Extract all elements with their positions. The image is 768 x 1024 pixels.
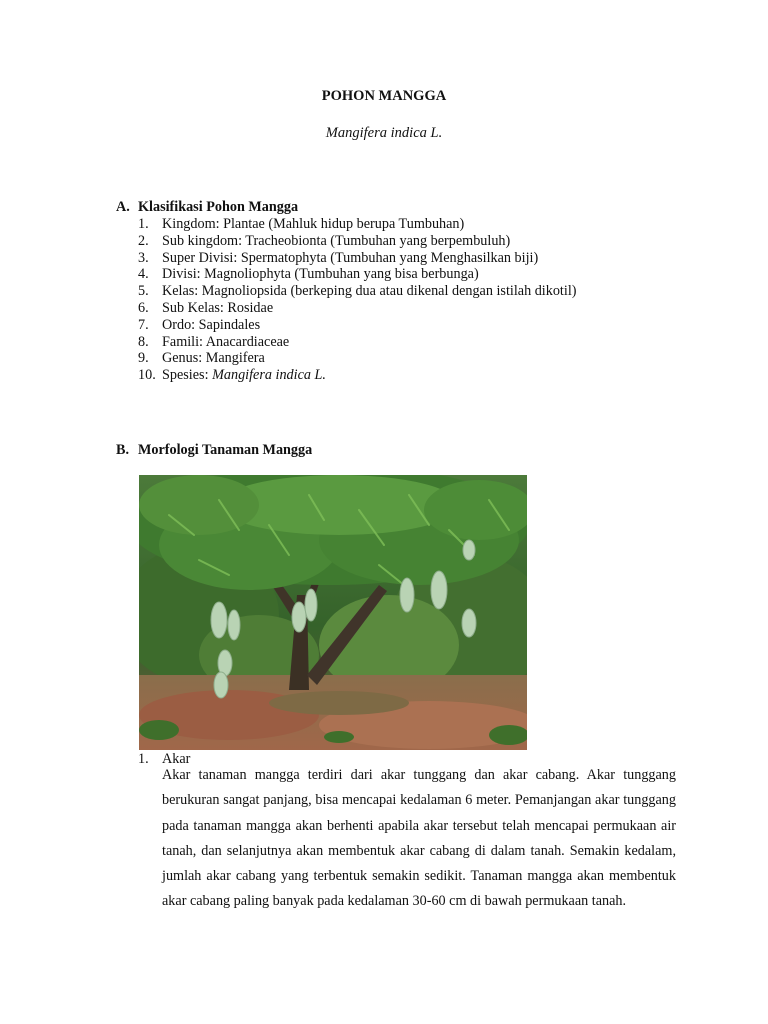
list-item-text: Kingdom: Plantae (Mahluk hidup berupa Tumbuhan): [162, 216, 465, 232]
section-b-heading: [116, 442, 312, 459]
list-item: [138, 216, 577, 233]
list-item: [138, 317, 577, 334]
section-a-title: Klasifikasi Pohon Mangga: [138, 199, 299, 215]
list-item-text: Spesies:: [162, 367, 213, 384]
akar-paragraph: Akar tanaman mangga terdiri dari akar tunggang dan akar cabang. Akar tunggang berukuran sangat panjang, bisa mencapai kedalaman 6 meter. Pemanjangan akar tunggang pada tanaman mangga akan berhenti apabila akar tersebut telah mencapai permukaan air tanah, dan selanjutnya akan membentuk akar cabang di dalam tanah. Semakin kedalam, jumlah akar cabang yang terbentuk semakin sedikit. Tanaman mangga akan membentuk akar cabang paling banyak pada kedalaman 30-60 cm di bawah permukaan tanah.: [162, 767, 676, 910]
list-item-number: 1.: [138, 216, 149, 232]
subsection-number: 1.: [138, 751, 149, 767]
list-item-number: 10.: [138, 367, 156, 384]
list-item: [138, 350, 577, 367]
list-item: [138, 367, 577, 384]
list-item-text: Sub Kelas: Rosidae: [162, 299, 274, 316]
list-item-number: 7.: [138, 316, 149, 333]
list-item-text: Kelas: Magnoliopsida (berkeping dua atau dikenal dengan istilah dikotil): [162, 283, 577, 300]
list-item-number: 2.: [138, 232, 149, 249]
list-item: [138, 233, 577, 250]
list-item-text: Genus: Mangifera: [162, 350, 265, 367]
list-item-text: Famili: Anacardiaceae: [162, 333, 290, 350]
list-item-number: 3.: [138, 249, 149, 266]
classification-list: [138, 216, 577, 384]
list-item-text: Sub kingdom: Tracheobionta (Tumbuhan yang berpembuluh): [162, 232, 511, 249]
list-item: [138, 300, 577, 317]
list-item: [138, 266, 577, 283]
list-item-number: 5.: [138, 283, 149, 300]
list-item-text: Divisi: Magnoliophyta (Tumbuhan yang bisa berbunga): [162, 266, 479, 283]
list-item: [138, 283, 577, 300]
document-title: POHON MANGGA: [321, 88, 447, 104]
list-item-number: 4.: [138, 266, 149, 283]
list-item: [138, 334, 577, 351]
subsection-title: Akar: [162, 751, 191, 767]
section-a-heading: [116, 199, 298, 216]
list-item-number: 8.: [138, 333, 149, 350]
mango-tree-photo: [139, 475, 527, 750]
section-b-title: Morfologi Tanaman Mangga: [138, 442, 313, 458]
list-item-text: Super Divisi: Spermatophyta (Tumbuhan yang Menghasilkan biji): [162, 249, 539, 266]
list-item-text: Ordo: Sapindales: [162, 316, 261, 333]
section-a-letter: A.: [116, 199, 130, 215]
document-subtitle: Mangifera indica L.: [325, 125, 443, 141]
list-item: [138, 250, 577, 267]
list-item-number: 6.: [138, 299, 149, 316]
list-item-number: 9.: [138, 350, 149, 367]
species-name-italic: Mangifera indica L.: [212, 367, 326, 384]
section-b-letter: B.: [116, 442, 130, 458]
